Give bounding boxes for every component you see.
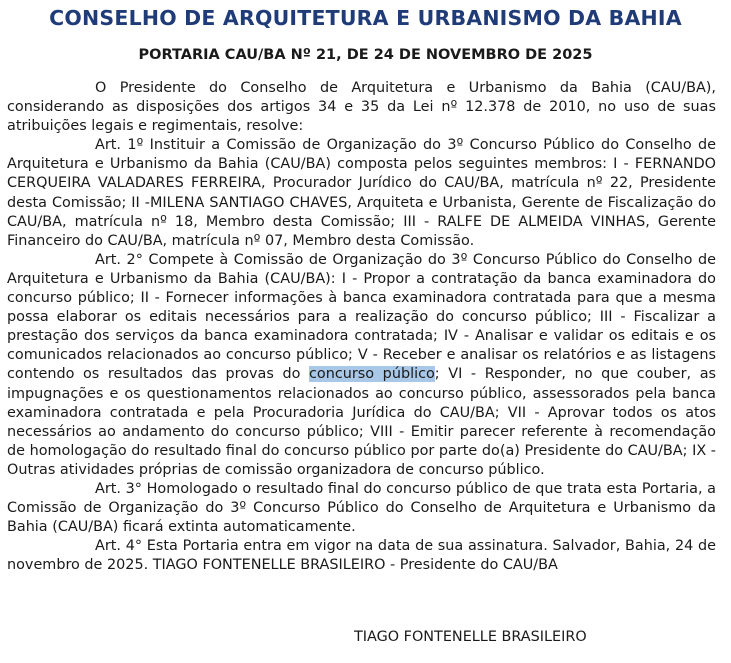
article-2-text-start: Art. 2° Compete à Comissão de Organização do 3º Concurso Público do Conselho de Arquitetura e Urbanismo da Bahia (CAU/BA): I - Propor a contratação da banca examinadora do concurso público; II - Fornecer informações à banca examinadora contratada para que a mesma possa elaborar os editais necessários para a realização do concurso público; III - Fiscalizar a prestação dos serviços da banca examinadora contratada; IV - Analisar e validar os editais e os comunicados relacionados ao concurso público; V - Receber e analisar os relatórios e as listagens contendo os resultados das provas do (7, 251, 716, 383)
preamble-paragraph: O Presidente do Conselho de Arquitetura e Urbanismo da Bahia (CAU/BA), considerando as disposições dos artigos 34 e 35 da Lei nº 12.378 de 2010, no uso de suas atribuições legais e regimentais, resolve: (7, 80, 716, 135)
signature-name: TIAGO FONTENELLE BRASILEIRO (354, 629, 587, 645)
document-title: CONSELHO DE ARQUITETURA E URBANISMO DA BAHIA (49, 6, 682, 30)
article-1-paragraph: Art. 1º Instituir a Comissão de Organização do 3º Concurso Público do Conselho de Arquitetura e Urbanismo da Bahia (CAU/BA) composta pelos seguintes membros: I - FERNANDO CERQUEIRA VALADARES FERREIRA, Procurador Jurídico do CAU/BA, matrícula nº 22, Presidente desta Comissão; II -MILENA SANTIAGO CHAVES, Arquiteta e Urbanista, Gerente de Fiscalização do CAU/BA, matrícula nº 18, Membro desta Comissão; III - RALFE DE ALMEIDA VINHAS, Gerente Financeiro do CAU/BA, matrícula nº 07, Membro desta Comissão. (7, 137, 716, 249)
article-2-paragraph (7, 251, 716, 480)
document-body (7, 79, 716, 575)
article-2-text-end: ; VI - Responder, no que couber, as impugnações e os questionamentos relacionados ao concurso público, assessorados pela banca examinadora contratada e pela Procuradoria Jurídica do CAU/BA; VII - Aprovar todos os atos necessários ao andamento do concurso público; VIII - Emitir parecer referente à recomendação de homologação do resultado final do concurso público por parte do(a) Presidente do CAU/BA; IX - Outras atividades próprias de comissão organizadora de concurso público. (7, 366, 717, 478)
article-4-paragraph: Art. 4° Esta Portaria entra em vigor na data de sua assinatura. Salvador, Bahia, 24 de novembro de 2025. TIAGO FONTENELLE BRASILEIRO - Presidente do CAU/BA (7, 538, 716, 574)
document-subtitle: PORTARIA CAU/BA Nº 21, DE 24 DE NOVEMBRO DE 2025 (138, 47, 593, 63)
selected-text-highlight[interactable]: concurso público (309, 366, 435, 383)
article-3-paragraph: Art. 3° Homologado o resultado final do concurso público de que trata esta Portaria, a Comissão de Organização do 3º Concurso Público do Conselho de Arquitetura e Urbanismo da Bahia (CAU/BA) ficará extinta automaticamente. (7, 480, 716, 536)
